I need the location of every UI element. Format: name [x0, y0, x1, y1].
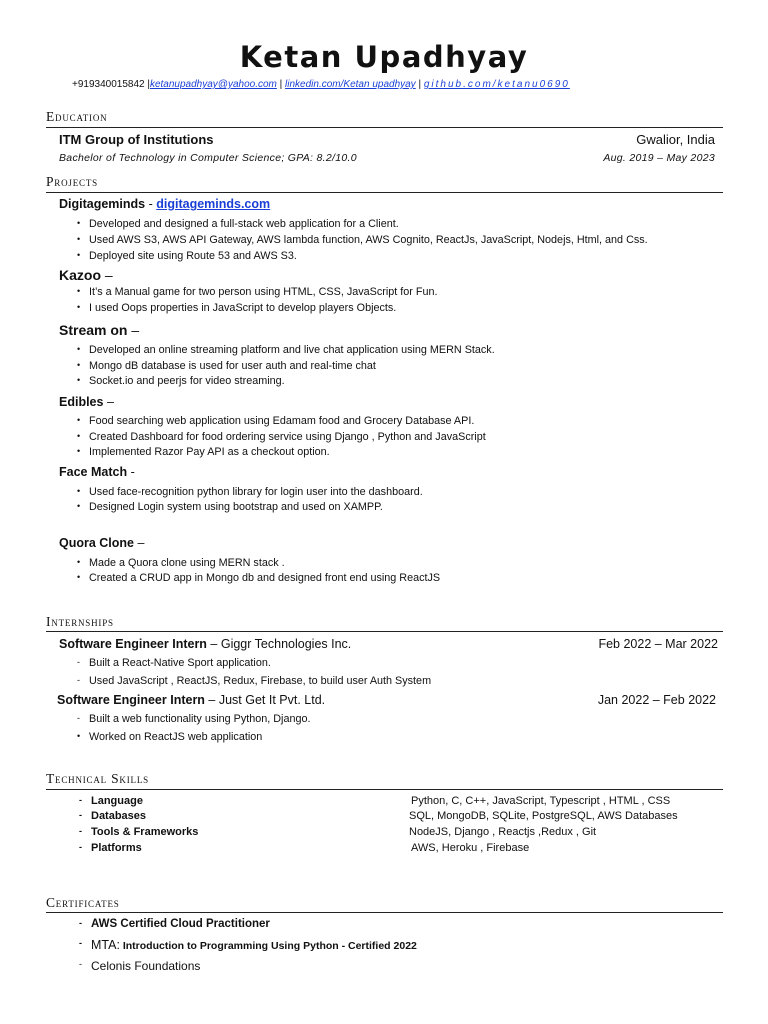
certificate-item [79, 918, 270, 930]
list-item [77, 431, 486, 443]
skills-heading: Technical Skills [46, 771, 149, 786]
bullet-icon: • [77, 250, 81, 260]
bullet-icon: • [77, 572, 81, 582]
project-title-quora-clone [59, 536, 144, 550]
bullet-icon: • [77, 446, 81, 456]
project-name: Edibles [59, 395, 104, 409]
list-item [77, 731, 263, 743]
skill-label-text: Platforms [91, 842, 142, 854]
certificate-text: AWS Certified Cloud Practitioner [91, 918, 270, 930]
list-item [77, 250, 297, 262]
project-title-digitageminds [59, 197, 270, 211]
skill-value: SQL, MongoDB, SQLite, PostgreSQL, AWS Databases [409, 810, 678, 822]
list-item [77, 218, 399, 230]
internship-title [57, 693, 325, 707]
bullet-text: Used AWS S3, AWS API Gateway, AWS lambda function, AWS Cognito, ReactJs, JavaScript, Nodejs, Html, and Css. [89, 234, 648, 246]
certificate-text: Introduction to Programming Using Python - Certified 2022 [119, 940, 417, 952]
bullet-text: Socket.io and peerjs for video streaming. [89, 375, 285, 387]
email-link[interactable]: ketanupadhyay@yahoo.com [149, 79, 277, 90]
project-name: Stream on [59, 322, 128, 338]
list-item [77, 446, 330, 458]
bullet-icon: • [77, 375, 81, 385]
skill-value: NodeJS, Django , Reactjs ,Redux , Git [409, 826, 597, 838]
bullet-icon: • [77, 360, 81, 370]
bullet-text: Developed and designed a full-stack web application for a Client. [89, 218, 399, 230]
certificate-item [79, 938, 417, 952]
school-name: ITM Group of Institutions [59, 132, 214, 147]
skill-value: AWS, Heroku , Firebase [411, 842, 530, 854]
company-name: Giggr Technologies Inc. [220, 637, 352, 651]
bullet-text: Deployed site using Route 53 and AWS S3. [89, 250, 297, 262]
dash-icon: - [79, 842, 82, 852]
bullet-icon: • [77, 431, 81, 441]
section-divider [46, 789, 723, 790]
skill-label [79, 842, 142, 854]
separator: – [103, 395, 114, 409]
bullet-icon: • [77, 302, 81, 312]
dash-icon: - [77, 675, 80, 685]
dash-icon: - [79, 959, 82, 969]
bullet-text: Built a React-Native Sport application. [89, 657, 271, 669]
list-item [77, 572, 441, 584]
bullet-icon: • [77, 731, 81, 741]
school-location: Gwalior, India [636, 132, 715, 147]
separator: - [127, 465, 135, 479]
github-link[interactable]: github.com/ketanu0690 [423, 79, 570, 90]
projects-heading: Projects [46, 174, 98, 189]
project-name: Quora Clone [59, 536, 135, 550]
certificate-item [79, 959, 201, 973]
project-title-kazoo [59, 267, 113, 283]
bullet-icon: • [77, 486, 81, 496]
skill-label-text: Databases [91, 810, 147, 822]
bullet-text: It’s a Manual game for two person using HTML, CSS, JavaScript for Fun. [89, 286, 438, 298]
certificates-heading: Certificates [46, 895, 120, 910]
list-item [77, 344, 495, 356]
bullet-icon: • [77, 557, 81, 567]
education-dates: Aug. 2019 – May 2023 [603, 152, 715, 164]
education-heading: Education [46, 109, 108, 124]
skill-label-text: Language [91, 795, 143, 807]
separator: – [204, 693, 219, 707]
certificate-prefix: MTA: [91, 938, 120, 952]
list-item [77, 657, 271, 669]
bullet-icon: • [77, 286, 81, 296]
project-title-stream-on [59, 322, 139, 338]
dash-icon: - [77, 713, 80, 723]
bullet-icon: • [77, 234, 81, 244]
separator: – [134, 536, 145, 550]
list-item [77, 415, 475, 427]
bullet-text: I used Oops properties in JavaScript to develop players Objects. [89, 302, 397, 314]
skill-label [79, 826, 199, 838]
list-item [77, 486, 423, 498]
certificate-text: Celonis Foundations [91, 959, 201, 973]
company-name: Just Get It Pvt. Ltd. [218, 693, 326, 707]
bullet-text: Developed an online streaming platform and live chat application using MERN Stack. [89, 344, 495, 356]
bullet-text: Used face-recognition python library for login user into the dashboard. [89, 486, 423, 498]
skill-value: Python, C, C++, JavaScript, Typescript , HTML , CSS [411, 795, 671, 807]
bullet-text: Worked on ReactJS web application [89, 731, 263, 743]
list-item [77, 286, 438, 298]
bullet-text: Mongo dB database is used for user auth and real-time chat [89, 360, 376, 372]
list-item [77, 360, 376, 372]
project-name: Digitageminds [59, 197, 146, 211]
skill-label-text: Tools & Frameworks [91, 826, 199, 838]
project-title-face-match [59, 465, 135, 479]
bullet-icon: • [77, 415, 81, 425]
section-divider [46, 912, 723, 913]
bullet-text: Used JavaScript , ReactJS, Redux, Firebase, to build user Auth System [89, 675, 432, 687]
dash-icon: - [77, 657, 80, 667]
internships-heading: Internships [46, 614, 114, 629]
separator: – [206, 637, 221, 651]
separator: - [145, 197, 157, 211]
internship-dates: Jan 2022 – Feb 2022 [597, 693, 716, 707]
separator: | [147, 79, 150, 90]
list-item [77, 501, 383, 513]
bullet-text: Created a CRUD app in Mongo db and designed front end using ReactJS [89, 572, 441, 584]
dash-icon: - [79, 826, 82, 836]
dash-icon: - [79, 918, 82, 928]
list-item [77, 557, 285, 569]
section-divider [46, 192, 723, 193]
project-name: Kazoo [59, 267, 101, 283]
separator: – [127, 322, 140, 338]
list-item [77, 675, 432, 687]
bullet-icon: • [77, 501, 81, 511]
separator: – [101, 267, 113, 283]
dash-icon: - [79, 795, 82, 805]
project-title-edibles [59, 395, 114, 409]
bullet-text: Made a Quora clone using MERN stack . [89, 557, 285, 569]
role-text: Software Engineer Intern [59, 637, 207, 651]
project-link[interactable]: digitageminds.com [156, 197, 271, 211]
list-item [77, 302, 397, 314]
list-item [77, 375, 285, 387]
skill-label [79, 810, 147, 822]
list-item [77, 234, 648, 246]
section-divider [46, 127, 723, 128]
internship-title [59, 637, 351, 651]
bullet-text: Food searching web application using Edamam food and Grocery Database API. [89, 415, 475, 427]
bullet-text: Designed Login system using bootstrap and used on XAMPP. [89, 501, 383, 513]
degree-text: Bachelor of Technology in Computer Science; GPA: 8.2/10.0 [59, 152, 357, 164]
phone-number: +919340015842 [72, 79, 145, 90]
bullet-text: Implemented Razor Pay API as a checkout option. [89, 446, 330, 458]
skill-label [79, 795, 143, 807]
section-divider [46, 631, 723, 632]
separator: | [418, 79, 424, 90]
list-item [77, 713, 311, 725]
internship-dates: Feb 2022 – Mar 2022 [598, 637, 718, 651]
contact-line [72, 79, 570, 90]
separator: | [279, 79, 283, 90]
dash-icon: - [79, 938, 82, 948]
role-text: Software Engineer Intern [57, 693, 205, 707]
bullet-icon: • [77, 344, 81, 354]
bullet-text: Created Dashboard for food ordering service using Django , Python and JavaScript [89, 431, 486, 443]
dash-icon: - [79, 810, 82, 820]
project-name: Face Match [59, 465, 128, 479]
bullet-icon: • [77, 218, 81, 228]
bullet-text: Built a web functionality using Python, Django. [89, 713, 311, 725]
linkedin-link[interactable]: linkedin.com/Ketan upadhyay [285, 79, 416, 90]
resume-name: Ketan Upadhyay [239, 40, 529, 74]
